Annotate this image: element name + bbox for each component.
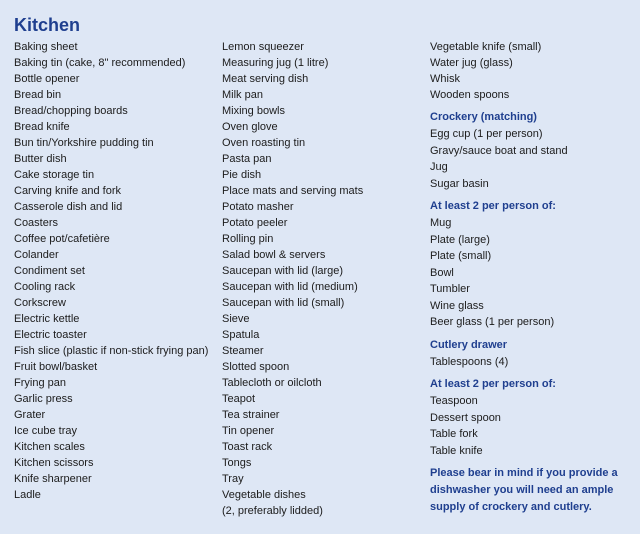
section-heading: Crockery (matching) — [430, 111, 537, 123]
list-item: Teaspoon — [430, 395, 478, 407]
column-1 — [14, 39, 214, 503]
list-item: Beer glass (1 per person) — [430, 316, 555, 328]
list-item: Baking tin (cake, 8" recommended) — [14, 57, 186, 69]
list-item: Vegetable dishes — [222, 489, 306, 501]
list-item: Butter dish — [14, 153, 67, 165]
list-item: Jug — [430, 161, 448, 173]
list-item: Sugar basin — [430, 177, 489, 190]
item-list — [14, 39, 214, 503]
list-item: Tin opener — [222, 425, 275, 437]
list-item: Plate (small) — [430, 250, 492, 262]
list-item: Teapot — [222, 393, 256, 405]
list-item: Meat serving dish — [222, 73, 309, 85]
list-item: Sieve — [222, 313, 250, 325]
list-item: Table fork — [430, 428, 478, 440]
list-item: Vegetable knife (small) — [430, 41, 542, 53]
list-item: Carving knife and fork — [14, 185, 121, 197]
list-item: Colander — [14, 249, 59, 261]
list-item: Garlic press — [14, 393, 73, 405]
list-item: Bottle opener — [14, 73, 80, 85]
cutlery-section — [430, 337, 636, 371]
list-item: Frying pan — [14, 377, 66, 389]
list-item: Dessert spoon — [430, 411, 501, 424]
dishwasher-note: Please bear in mind if you provide a dishwasher you will need an ample supply of crockery and cutlery. — [430, 467, 618, 513]
list-item: Lemon squeezer — [222, 41, 304, 53]
list-item: Place mats and serving mats — [222, 185, 364, 197]
section-heading: At least 2 per person of: — [430, 200, 556, 212]
per-person-section-2 — [430, 376, 636, 459]
list-item: Corkscrew — [14, 297, 66, 309]
page-title: Kitchen — [14, 15, 81, 35]
list-item: Wine glass — [430, 299, 484, 312]
list-item: Bread bin — [14, 89, 62, 101]
list-item: Toast rack — [222, 441, 273, 453]
list-item: Cooling rack — [14, 281, 76, 293]
list-item: Table knife — [430, 444, 483, 457]
list-item: Tumbler — [430, 283, 470, 295]
list-item: (2, preferably lidded) — [222, 505, 323, 517]
list-item: Tray — [222, 473, 244, 485]
list-item: Measuring jug (1 litre) — [222, 57, 329, 69]
item-list — [430, 215, 636, 331]
list-item: Coffee pot/cafetière — [14, 233, 110, 245]
item-list — [430, 39, 636, 103]
list-item: Saucepan with lid (small) — [222, 297, 345, 309]
item-list — [430, 126, 636, 192]
list-item: Coasters — [14, 217, 59, 229]
list-item: Ice cube tray — [14, 425, 77, 437]
list-item: Mixing bowls — [222, 105, 285, 117]
list-item: Slotted spoon — [222, 361, 290, 373]
list-item: Bowl — [430, 266, 454, 279]
list-item: Kitchen scissors — [14, 457, 94, 469]
list-item: Casserole dish and lid — [14, 201, 123, 213]
column-3 — [430, 39, 636, 516]
list-item: Ladle — [14, 489, 41, 501]
list-item: Milk pan — [222, 89, 263, 101]
list-item: Saucepan with lid (large) — [222, 265, 344, 277]
list-item: Cake storage tin — [14, 169, 95, 181]
list-item: Baking sheet — [14, 41, 78, 53]
list-item: Fruit bowl/basket — [14, 361, 98, 373]
list-item: Knife sharpener — [14, 473, 92, 485]
list-item: Water jug (glass) — [430, 57, 513, 69]
item-list — [222, 39, 422, 519]
list-item: Electric kettle — [14, 313, 80, 325]
list-item: Pasta pan — [222, 153, 272, 165]
list-item: Spatula — [222, 329, 260, 341]
list-item: Tablecloth or oilcloth — [222, 377, 322, 389]
per-person-section-1 — [430, 198, 636, 331]
list-item: Oven glove — [222, 121, 278, 133]
list-item: Fish slice (plastic if non-stick frying pan) — [14, 345, 209, 357]
list-item: Tongs — [222, 457, 252, 469]
list-item: Grater — [14, 409, 46, 421]
list-item: Mug — [430, 217, 452, 229]
list-item: Tablespoons (4) — [430, 355, 509, 368]
list-item: Steamer — [222, 345, 264, 357]
list-item: Bread/chopping boards — [14, 105, 128, 117]
column-2 — [222, 39, 422, 519]
section-heading: Cutlery drawer — [430, 338, 508, 351]
list-item: Plate (large) — [430, 233, 490, 246]
list-item: Kitchen scales — [14, 441, 85, 453]
list-item: Tea strainer — [222, 409, 280, 421]
list-item: Pie dish — [222, 169, 262, 181]
list-item: Whisk — [430, 73, 460, 85]
list-item: Oven roasting tin — [222, 137, 306, 149]
list-item: Saucepan with lid (medium) — [222, 281, 358, 293]
list-item: Rolling pin — [222, 233, 274, 245]
list-item: Condiment set — [14, 265, 85, 277]
list-item: Potato masher — [222, 201, 294, 213]
list-item: Bread knife — [14, 121, 70, 133]
list-item: Bun tin/Yorkshire pudding tin — [14, 137, 154, 149]
list-item: Gravy/sauce boat and stand — [430, 144, 568, 157]
item-list — [430, 354, 636, 371]
list-item: Electric toaster — [14, 329, 87, 341]
list-item: Potato peeler — [222, 217, 288, 229]
item-list — [430, 393, 636, 459]
section-heading: At least 2 per person of: — [430, 378, 556, 390]
list-item: Wooden spoons — [430, 89, 510, 101]
list-item: Salad bowl & servers — [222, 249, 326, 261]
crockery-section — [430, 109, 636, 192]
list-item: Egg cup (1 per person) — [430, 128, 543, 140]
